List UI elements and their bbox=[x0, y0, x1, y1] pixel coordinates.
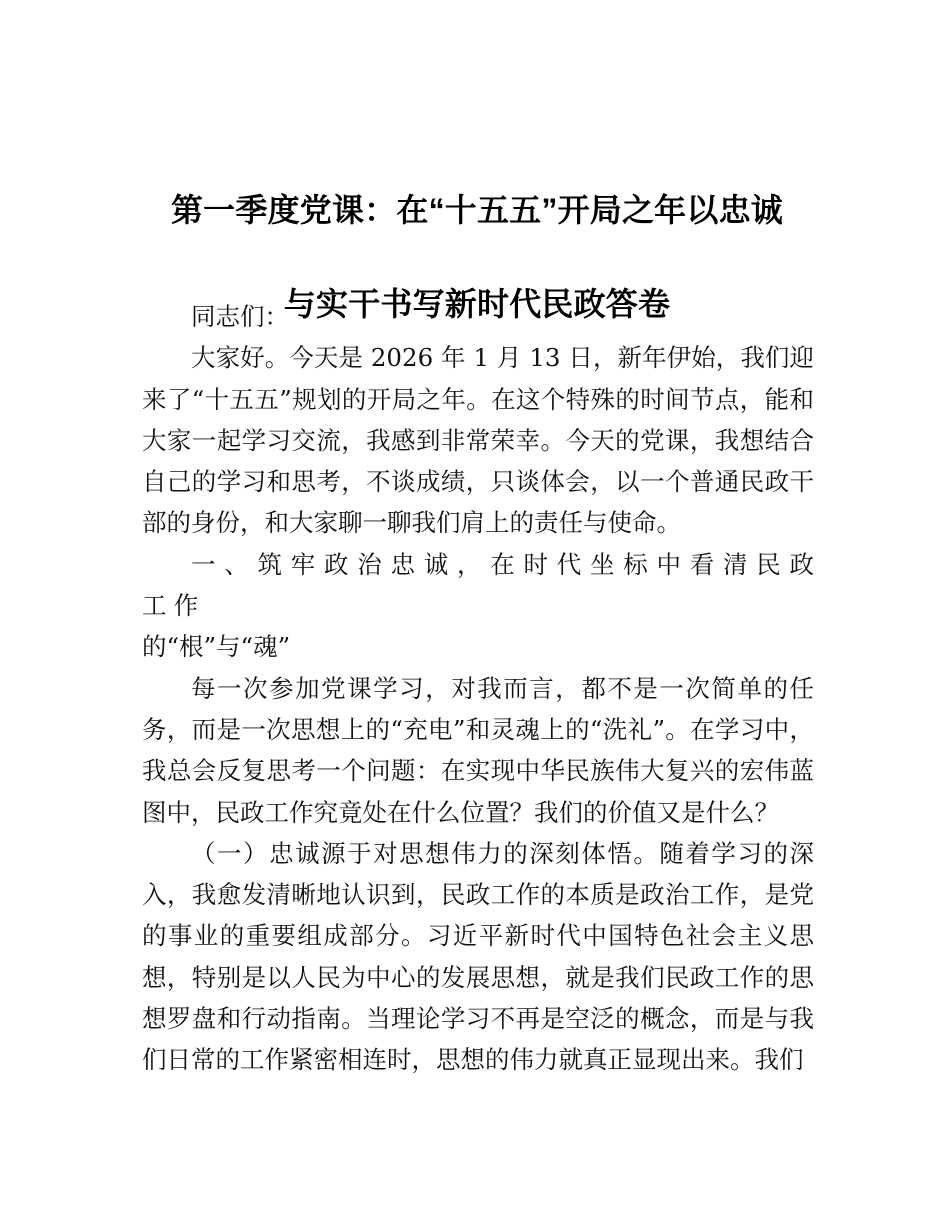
salutation-line: 同志们： bbox=[191, 302, 289, 331]
body-paragraph-1: 大家好。今天是 2026 年 1 月 13 日，新年伊始，我们迎来了“十五五”规划的开局之年。在这个特殊的时间节点，能和大家一起学习交流，我感到非常荣幸。今天的党课，我想结合自己的学习和思考，不谈成绩，只谈体会，以一个普通民政干部的身份，和大家聊一聊我们肩上的责任与使命。 bbox=[142, 343, 814, 538]
section-heading-1 bbox=[142, 544, 822, 668]
body-paragraph-3: （一）忠诚源于对思想伟力的深刻体悟。随着学习的深入，我愈发清晰地认识到，民政工作的本质是政治工作，是党的事业的重要组成部分。习近平新时代中国特色社会主义思想，特别是以人民为中心的发展思想，就是我们民政工作的思想罗盘和行动指南。当理论学习不再是空泛的概念，而是与我们日常的工作紧密相连时，思想的伟力就真正显现出来。我们 bbox=[142, 838, 814, 1075]
document-body bbox=[142, 296, 822, 1081]
section-heading-1-line-2: 的“根”与“魂” bbox=[142, 632, 291, 662]
document-title-line-2: 与实干书写新时代民政答卷 bbox=[283, 286, 671, 322]
body-paragraph-2: 每一次参加党课学习，对我而言，都不是一次简单的任务，而是一次思想上的“充电”和灵魂上的“洗礼”。在学习中，我总会反复思考一个问题：在实现中华民族伟大复兴的宏伟蓝图中，民政工作究竟处在什么位置？我们的价值又是什么？ bbox=[142, 673, 814, 827]
document-title-line-1: 第一季度党课：在“十五五”开局之年以忠诚 bbox=[170, 192, 783, 228]
section-heading-1-line-1: 一、筑牢政治忠诚，在时代坐标中看清民政工作 bbox=[142, 549, 822, 621]
